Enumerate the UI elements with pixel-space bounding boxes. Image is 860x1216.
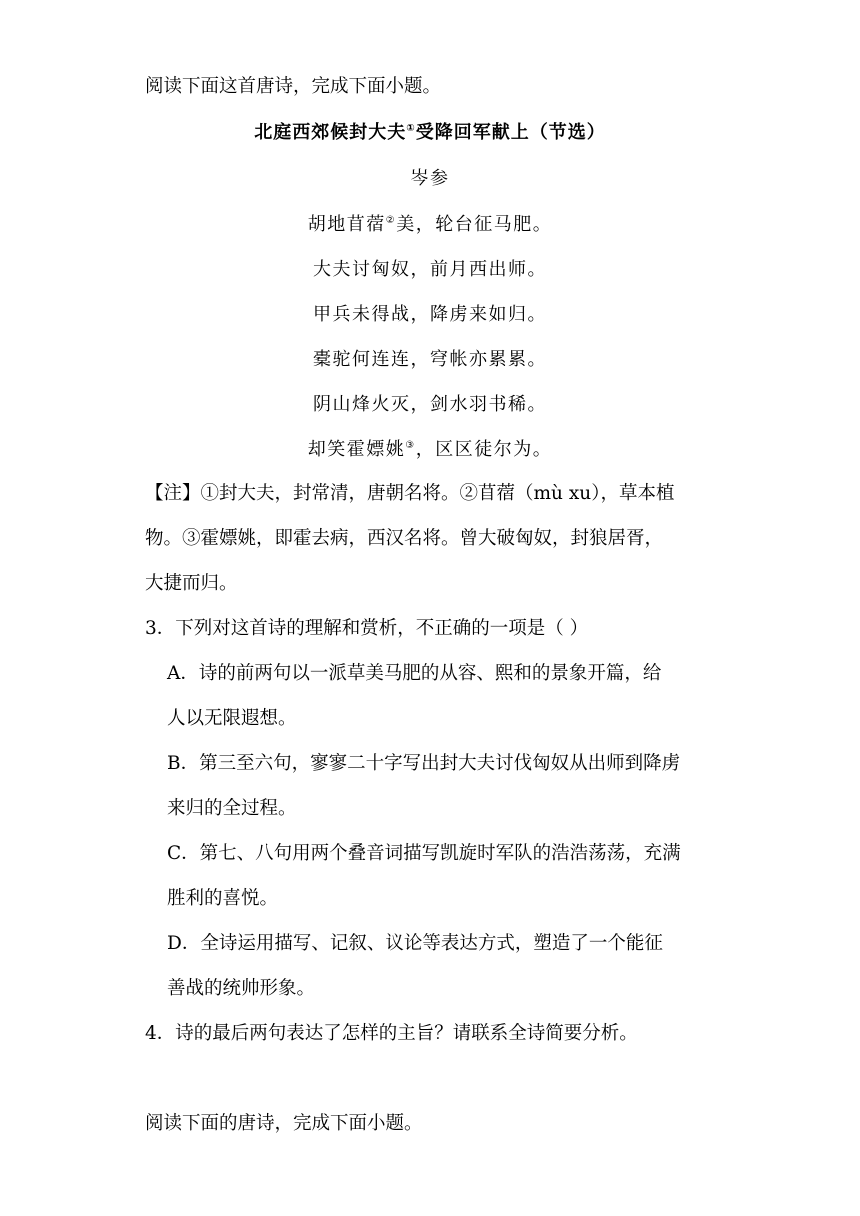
option-b-line-1: B．第三至六句，寥寥二十字写出封大夫讨伐匈奴从出师到降虏 [167,753,681,774]
poem-line-text: 阴山烽火灭，剑水羽书稀。 [313,394,547,415]
footnote-marker-1: ① [406,123,416,134]
notes-line-1: 【注】①封大夫，封常清，唐朝名将。②苜蓿（mù xu），草本植 [145,483,675,504]
intro-instruction: 阅读下面这首唐诗，完成下面小题。 [145,76,442,97]
option-c-line-1: C．第七、八句用两个叠音词描写凯旋时军队的浩浩荡荡，充满 [167,843,681,864]
notes-line-3: 大捷而归。 [145,573,238,594]
poem-title-part1: 北庭西郊候封大夫 [254,122,407,143]
poem-line-text: ，区区徒尔为。 [415,439,553,460]
option-d-line-1: D．全诗运用描写、记叙、议论等表达方式，塑造了一个能征 [167,933,663,954]
question-3-stem: 3．下列对这首诗的理解和赏析，不正确的一项是（ ） [145,618,589,639]
poem-line-4 [0,347,860,373]
poem-line-2 [0,257,860,283]
poem-line-6 [0,437,860,463]
intro-instruction-2: 阅读下面的唐诗，完成下面小题。 [145,1113,423,1134]
option-b-line-2: 来归的全过程。 [167,798,297,819]
option-d-line-2: 善战的统帅形象。 [167,978,316,999]
option-a-line-2: 人以无限遐想。 [167,708,297,729]
notes-line-2: 物。③霍嫖姚，即霍去病，西汉名将。曾大破匈奴，封狼居胥， [145,528,664,549]
poem-line-text: 却笑霍嫖姚 [307,439,406,460]
question-4-stem: 4．诗的最后两句表达了怎样的主旨？请联系全诗简要分析。 [145,1023,638,1044]
poem-line-text: 胡地苜蓿 [307,214,386,235]
option-c-line-2: 胜利的喜悦。 [167,888,279,909]
poem-title-part2: 受降回军献上（节选） [415,122,606,143]
poem-line-text: 美，轮台征马肥。 [396,214,553,235]
option-a-line-1: A．诗的前两句以一派草美马肥的从容、熙和的景象开篇，给 [167,663,662,684]
poem-line-3 [0,302,860,328]
poem-line-1 [0,212,860,238]
poem-line-5 [0,392,860,418]
footnote-marker-3: ③ [405,440,416,451]
poem-line-text: 大夫讨匈奴，前月西出师。 [313,259,547,280]
poem-title [0,120,860,146]
poem-line-text: 甲兵未得战，降虏来如归。 [313,304,547,325]
footnote-marker-2: ② [385,215,397,226]
poem-line-text: 橐驼何连连，穹帐亦累累。 [313,349,547,370]
poem-author: 岑参 [410,168,450,189]
